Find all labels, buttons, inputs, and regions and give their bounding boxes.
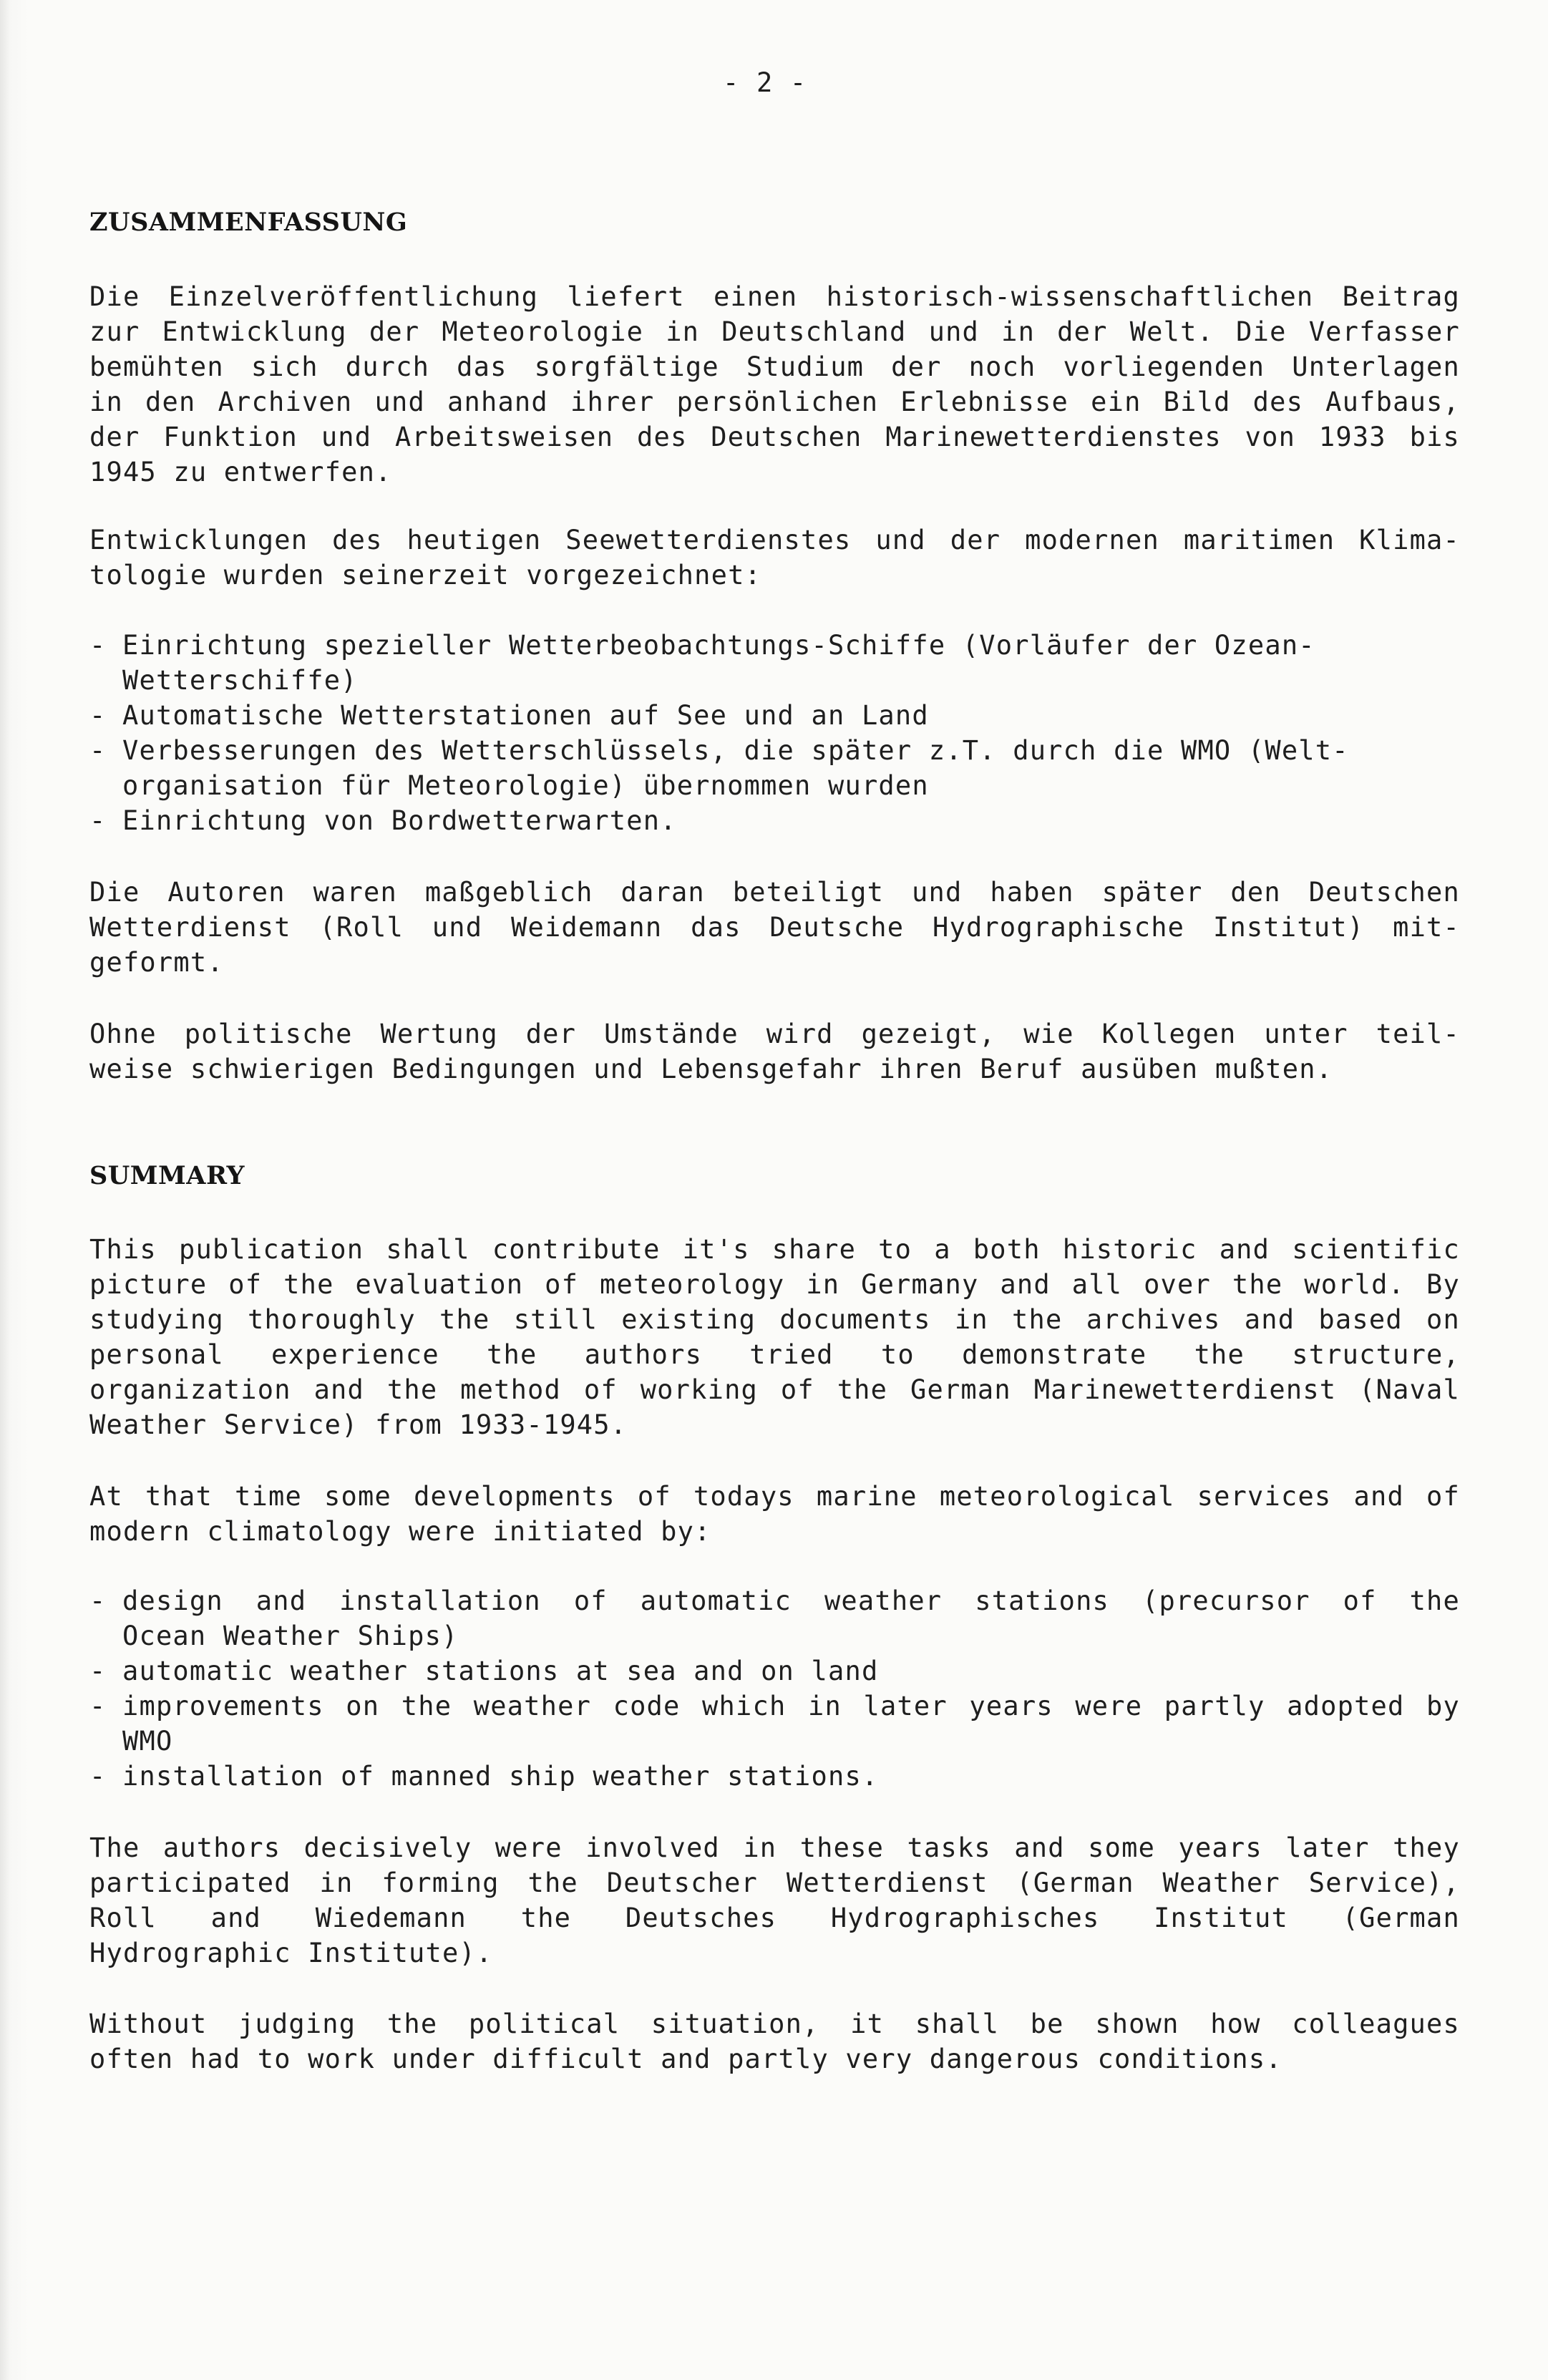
text-line: Without judging the political situation, it shall be shown how colleagues <box>89 2009 1460 2039</box>
page-number: - 2 - <box>723 67 807 98</box>
text-line: automatic weather stations at sea and on land <box>122 1656 879 1686</box>
english-paragraph-3 <box>89 1830 1460 1971</box>
list-item <box>89 733 1460 803</box>
english-paragraph-2 <box>89 1479 1460 1549</box>
text-line: organization and the method of working of the German Marinewetterdienst (Naval <box>89 1374 1460 1405</box>
text-line: studying thoroughly the still existing documents in the archives and based on <box>89 1304 1460 1335</box>
text-line: Einrichtung spezieller Wetterbeobachtungs-Schiffe (Vorläufer der Ozean- <box>122 630 1315 661</box>
text-line: in den Archiven und anhand ihrer persönlichen Erlebnisse ein Bild des Aufbaus, <box>89 387 1460 417</box>
english-paragraph-1 <box>89 1232 1460 1442</box>
text-line: design and installation of automatic weather stations (precursor of the <box>122 1585 1460 1616</box>
text-line: Die Einzelveröffentlichung liefert einen historisch-wissenschaftlichen Beitrag <box>89 281 1460 312</box>
text-line: Ohne politische Wertung der Umstände wird gezeigt, wie Kollegen unter teil- <box>89 1019 1460 1049</box>
german-paragraph-4 <box>89 1016 1460 1087</box>
english-heading: SUMMARY <box>89 1161 245 1190</box>
text-line: installation of manned ship weather stations. <box>122 1761 879 1792</box>
text-line: Die Autoren waren maßgeblich daran beteiligt und haben später den Deutschen <box>89 877 1460 908</box>
text-line: modern climatology were initiated by: <box>89 1516 711 1547</box>
english-paragraph-4 <box>89 2006 1460 2077</box>
list-dash: - <box>89 1761 107 1792</box>
text-line: Roll and Wiedemann the Deutsches Hydrographisches Institut (German <box>89 1903 1460 1933</box>
text-line: Wetterschiffe) <box>122 665 358 696</box>
list-item <box>89 1583 1460 1653</box>
english-list <box>89 1583 1460 1794</box>
text-line: 1945 zu entwerfen. <box>89 457 392 487</box>
text-line: Entwicklungen des heutigen Seewetterdienstes und der modernen maritimen Klima- <box>89 525 1460 555</box>
text-line: zur Entwicklung der Meteorologie in Deutschland und in der Welt. Die Verfasser <box>89 316 1460 347</box>
german-paragraph-1 <box>89 279 1460 490</box>
list-dash: - <box>89 805 107 836</box>
list-item <box>89 1653 1460 1689</box>
german-heading: ZUSAMMENFASSUNG <box>89 208 408 237</box>
text-line: personal experience the authors tried to demonstrate the structure, <box>89 1339 1460 1370</box>
list-dash: - <box>89 735 107 766</box>
text-line: tologie wurden seinerzeit vorgezeichnet: <box>89 560 762 591</box>
list-item <box>89 803 1460 838</box>
text-line: Weather Service) from 1933-1945. <box>89 1409 628 1440</box>
list-item <box>89 1759 1460 1794</box>
german-paragraph-3 <box>89 875 1460 980</box>
text-line: der Funktion und Arbeitsweisen des Deutschen Marinewetterdienstes von 1933 bis <box>89 422 1460 452</box>
german-list <box>89 628 1460 838</box>
list-item <box>89 1689 1460 1759</box>
german-paragraph-2 <box>89 523 1460 593</box>
text-line: Einrichtung von Bordwetterwarten. <box>122 805 677 836</box>
text-line: organisation für Meteorologie) übernommen wurden <box>122 770 929 801</box>
list-item <box>89 628 1460 698</box>
text-line: Verbesserungen des Wetterschlüssels, die später z.T. durch die WMO (Welt- <box>122 735 1349 766</box>
text-line: The authors decisively were involved in these tasks and some years later they <box>89 1832 1460 1863</box>
text-line: WMO <box>122 1726 173 1757</box>
text-line: Ocean Weather Ships) <box>122 1621 459 1651</box>
text-line: often had to work under difficult and partly very dangerous conditions. <box>89 2044 1282 2074</box>
list-dash: - <box>89 630 107 661</box>
text-line: This publication shall contribute it's share to a both historic and scientific <box>89 1234 1460 1265</box>
list-item <box>89 698 1460 733</box>
list-dash: - <box>89 1656 107 1686</box>
text-line: Hydrographic Institute). <box>89 1938 493 1968</box>
text-line: geformt. <box>89 947 224 978</box>
text-line: participated in forming the Deutscher Wetterdienst (German Weather Service), <box>89 1867 1460 1898</box>
text-line: Automatische Wetterstationen auf See und an Land <box>122 700 929 731</box>
text-line: picture of the evaluation of meteorology in Germany and all over the world. By <box>89 1269 1460 1300</box>
text-line: improvements on the weather code which in later years were partly adopted by <box>122 1691 1460 1721</box>
text-line: Wetterdienst (Roll und Weidemann das Deutsche Hydrographische Institut) mit- <box>89 912 1460 943</box>
text-line: At that time some developments of todays marine meteorological services and of <box>89 1481 1460 1512</box>
list-dash: - <box>89 700 107 731</box>
list-dash: - <box>89 1585 107 1616</box>
text-line: bemühten sich durch das sorgfältige Studium der noch vorliegenden Unterlagen <box>89 351 1460 382</box>
list-dash: - <box>89 1691 107 1721</box>
text-line: weise schwierigen Bedingungen und Lebensgefahr ihren Beruf ausüben mußten. <box>89 1054 1333 1084</box>
